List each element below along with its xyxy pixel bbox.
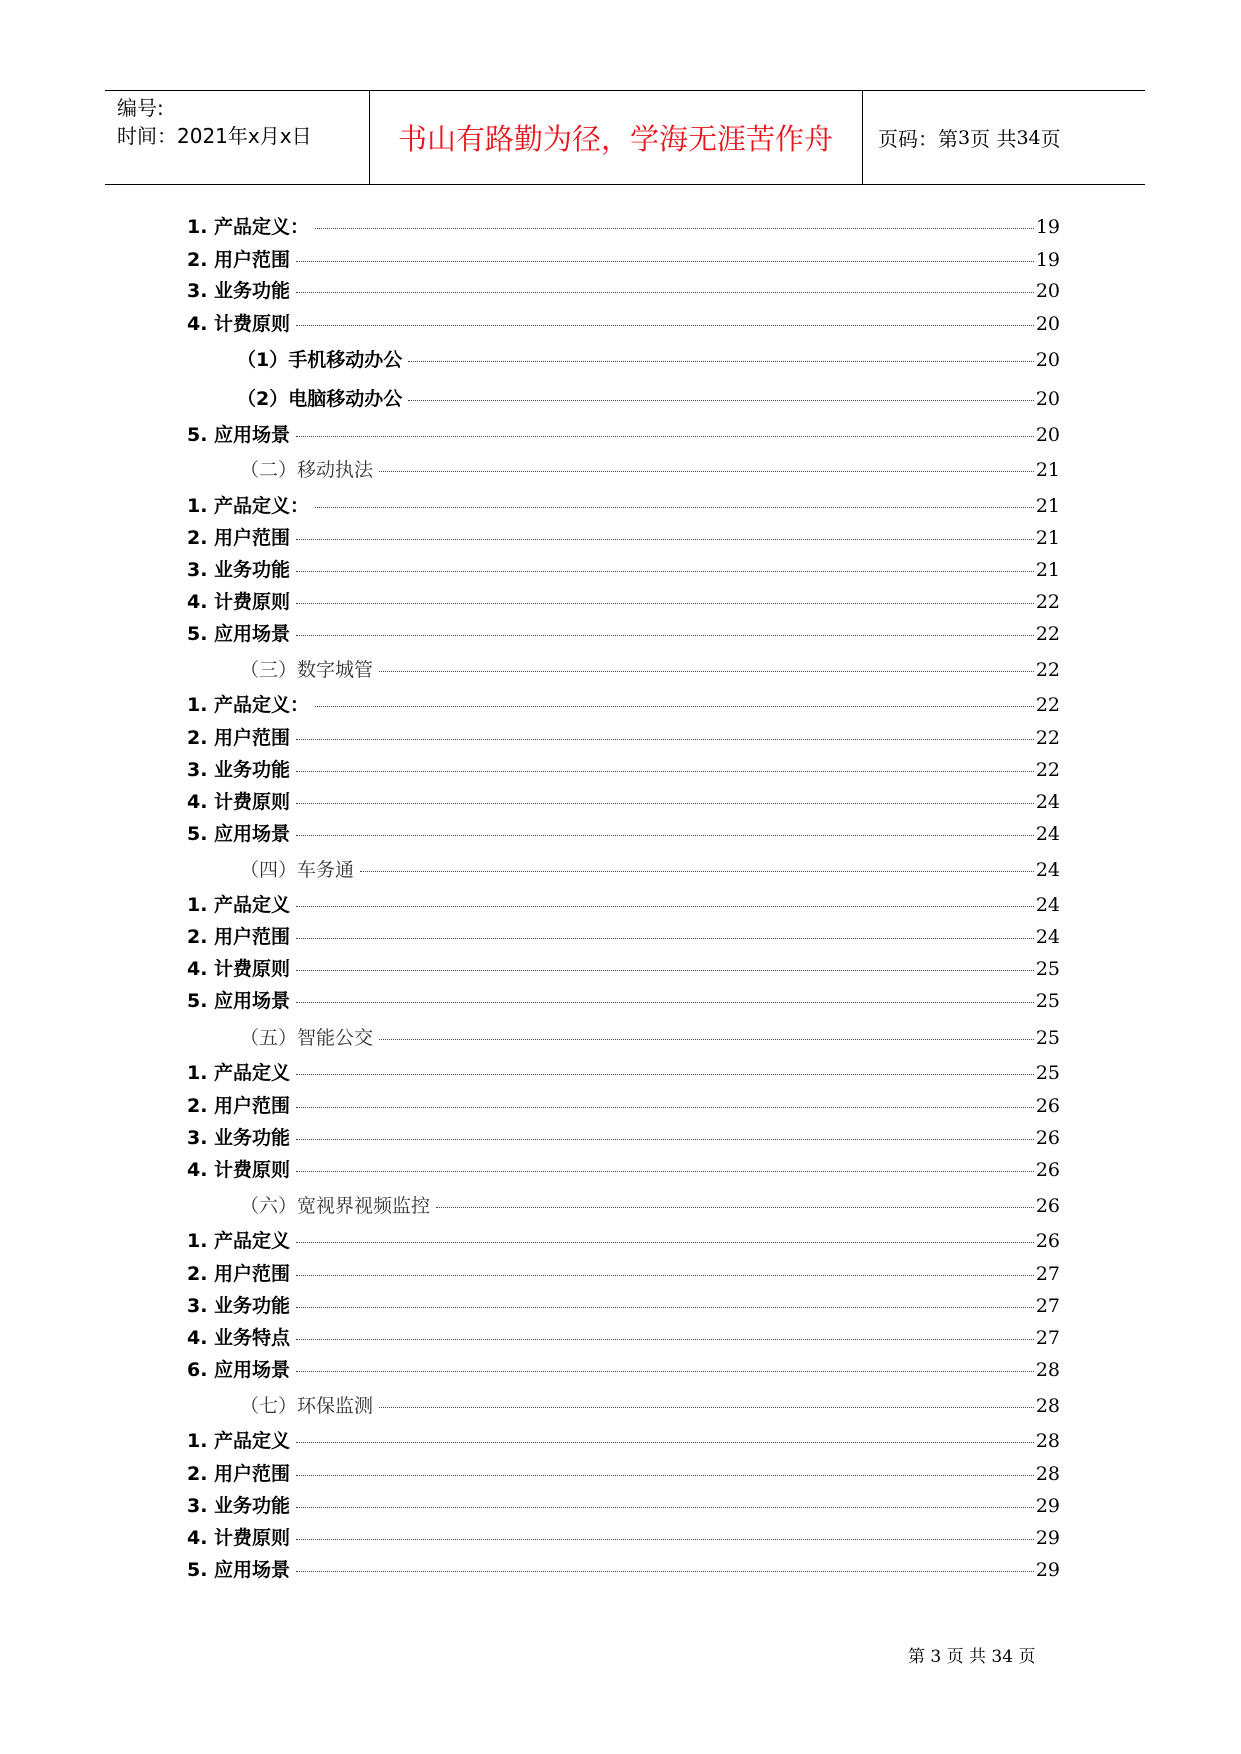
toc-entry[interactable]	[187, 787, 1060, 817]
page-footer: 第 3 页 共 34 页	[908, 1647, 1036, 1667]
toc-leader-dots	[296, 1002, 1034, 1003]
toc-entry[interactable]	[187, 922, 1060, 952]
toc-entry-page: 20	[1035, 313, 1060, 335]
toc-entry-page: 28	[1035, 1463, 1060, 1485]
page-suffix: 页	[1040, 127, 1061, 151]
toc-entry-label: 1. 产品定义	[187, 1230, 291, 1252]
toc-leader-dots	[296, 1107, 1034, 1108]
toc-entry[interactable]	[240, 1023, 1060, 1053]
toc-entry-label: 1. 产品定义：	[187, 495, 310, 517]
toc-entry-label: 2. 用户范围	[187, 1463, 291, 1485]
toc-entry-page: 20	[1035, 388, 1060, 410]
toc-entry-label: 3. 业务功能	[187, 559, 291, 581]
toc-leader-dots	[296, 571, 1034, 572]
toc-entry-page: 28	[1035, 1395, 1060, 1417]
toc-entry-label: 5. 应用场景	[187, 424, 291, 446]
toc-entry-label: 1. 产品定义	[187, 1062, 291, 1084]
toc-entry[interactable]	[187, 309, 1060, 339]
toc-entry-page: 27	[1035, 1327, 1060, 1349]
toc-entry-page: 19	[1035, 249, 1060, 271]
toc-entry[interactable]	[187, 1091, 1060, 1121]
toc-entry[interactable]	[187, 245, 1060, 275]
toc-leader-dots	[408, 400, 1034, 401]
toc-leader-dots	[379, 1407, 1034, 1408]
toc-entry[interactable]	[240, 655, 1060, 685]
toc-leader-dots	[296, 835, 1034, 836]
toc-entry-label: 4. 计费原则	[187, 591, 291, 613]
toc-leader-dots	[296, 1371, 1034, 1372]
toc-entry-label: 3. 业务功能	[187, 280, 291, 302]
toc-entry[interactable]	[187, 1555, 1060, 1585]
toc-entry-page: 19	[1035, 216, 1060, 238]
toc-entry-label: 2. 用户范围	[187, 1263, 291, 1285]
toc-entry[interactable]	[240, 1391, 1060, 1421]
toc-entry-page: 22	[1035, 759, 1060, 781]
document-number-label: 编号:	[117, 96, 164, 120]
toc-entry[interactable]	[187, 1491, 1060, 1521]
toc-entry-page: 20	[1035, 349, 1060, 371]
toc-entry-page: 21	[1035, 527, 1060, 549]
toc-leader-dots	[296, 292, 1034, 293]
toc-entry-label: （二）移动执法	[240, 459, 374, 481]
toc-entry[interactable]	[187, 986, 1060, 1016]
toc-leader-dots	[296, 970, 1034, 971]
toc-entry-page: 26	[1035, 1127, 1060, 1149]
toc-entry-page: 21	[1035, 495, 1060, 517]
toc-entry[interactable]	[187, 819, 1060, 849]
toc-leader-dots	[296, 635, 1034, 636]
toc-leader-dots	[408, 361, 1034, 362]
toc-entry[interactable]	[187, 1323, 1060, 1353]
toc-leader-dots	[315, 507, 1034, 508]
toc-entry[interactable]	[187, 890, 1060, 920]
document-time-label: 时间：2021年x月x日	[117, 124, 312, 148]
toc-entry-page: 20	[1035, 280, 1060, 302]
page-header	[105, 90, 1145, 185]
toc-entry-page: 22	[1035, 623, 1060, 645]
page-total: 34	[1016, 126, 1041, 149]
toc-entry-label: 3. 业务功能	[187, 1127, 291, 1149]
toc-leader-dots	[296, 906, 1034, 907]
toc-leader-dots	[296, 1171, 1034, 1172]
toc-entry-page: 22	[1035, 591, 1060, 613]
toc-entry[interactable]	[237, 345, 1060, 375]
toc-entry[interactable]	[187, 555, 1060, 585]
toc-leader-dots	[296, 739, 1034, 740]
toc-entry[interactable]	[187, 1226, 1060, 1256]
toc-leader-dots	[296, 1507, 1034, 1508]
toc-entry-page: 29	[1035, 1559, 1060, 1581]
toc-entry[interactable]	[187, 491, 1060, 521]
toc-entry-label: 4. 计费原则	[187, 958, 291, 980]
toc-entry-page: 29	[1035, 1527, 1060, 1549]
toc-entry[interactable]	[187, 954, 1060, 984]
toc-leader-dots	[296, 325, 1034, 326]
toc-entry[interactable]	[187, 619, 1060, 649]
toc-entry-page: 25	[1035, 958, 1060, 980]
toc-entry-label: 2. 用户范围	[187, 727, 291, 749]
toc-leader-dots	[296, 539, 1034, 540]
toc-leader-dots	[296, 1139, 1034, 1140]
toc-entry-label: 3. 业务功能	[187, 759, 291, 781]
toc-entry-page: 21	[1035, 459, 1060, 481]
toc-entry[interactable]	[240, 455, 1060, 485]
toc-entry-page: 25	[1035, 1062, 1060, 1084]
toc-entry-page: 28	[1035, 1430, 1060, 1452]
toc-entry[interactable]	[187, 1291, 1060, 1321]
toc-entry-label: 2. 用户范围	[187, 249, 291, 271]
toc-entry[interactable]	[187, 212, 1060, 242]
toc-entry-page: 24	[1035, 926, 1060, 948]
toc-entry-label: （七）环保监测	[240, 1395, 374, 1417]
toc-entry-page: 24	[1035, 859, 1060, 881]
toc-entry[interactable]	[240, 855, 1060, 885]
toc-leader-dots	[379, 471, 1034, 472]
toc-entry[interactable]	[187, 1123, 1060, 1153]
toc-entry-page: 25	[1035, 990, 1060, 1012]
toc-leader-dots	[296, 1242, 1034, 1243]
toc-entry-label: 4. 计费原则	[187, 791, 291, 813]
toc-leader-dots	[296, 603, 1034, 604]
header-meta	[117, 94, 312, 150]
toc-entry-label: 5. 应用场景	[187, 823, 291, 845]
toc-leader-dots	[296, 803, 1034, 804]
toc-entry[interactable]	[187, 1355, 1060, 1385]
toc-entry-label: 1. 产品定义	[187, 894, 291, 916]
toc-entry-label: 3. 业务功能	[187, 1295, 291, 1317]
toc-entry-label: （1）手机移动办公	[237, 349, 403, 371]
toc-entry-label: （三）数字城管	[240, 659, 374, 681]
toc-entry[interactable]	[187, 690, 1060, 720]
toc-entry-label: （四）车务通	[240, 859, 355, 881]
toc-leader-dots	[315, 706, 1034, 707]
toc-entry-page: 24	[1035, 791, 1060, 813]
toc-entry[interactable]	[240, 1191, 1060, 1221]
toc-entry[interactable]	[187, 1259, 1060, 1289]
toc-entry[interactable]	[187, 723, 1060, 753]
toc-entry[interactable]	[187, 1459, 1060, 1489]
toc-entry-page: 22	[1035, 694, 1060, 716]
toc-leader-dots	[296, 1074, 1034, 1075]
toc-entry[interactable]	[187, 755, 1060, 785]
toc-leader-dots	[296, 1475, 1034, 1476]
toc-entry-page: 21	[1035, 559, 1060, 581]
toc-entry-label: 4. 计费原则	[187, 313, 291, 335]
page-prefix: 页码：第	[878, 127, 958, 151]
toc-entry-label: 2. 用户范围	[187, 926, 291, 948]
toc-leader-dots	[296, 261, 1034, 262]
toc-leader-dots	[296, 1571, 1034, 1572]
toc-entry-label: 4. 业务特点	[187, 1327, 291, 1349]
toc-entry-label: 1. 产品定义：	[187, 694, 310, 716]
toc-entry[interactable]	[187, 1058, 1060, 1088]
toc-entry-page: 26	[1035, 1195, 1060, 1217]
toc-entry-label: （六）宽视界视频监控	[240, 1195, 431, 1217]
toc-entry[interactable]	[187, 587, 1060, 617]
toc-entry-label: 2. 用户范围	[187, 527, 291, 549]
toc-entry-page: 27	[1035, 1263, 1060, 1285]
toc-entry-page: 24	[1035, 823, 1060, 845]
toc-entry-page: 26	[1035, 1159, 1060, 1181]
toc-entry[interactable]	[187, 523, 1060, 553]
toc-leader-dots	[296, 1307, 1034, 1308]
toc-leader-dots	[296, 938, 1034, 939]
toc-entry-label: （五）智能公交	[240, 1027, 374, 1049]
toc-leader-dots	[296, 1339, 1034, 1340]
toc-entry-page: 22	[1035, 727, 1060, 749]
toc-entry-page: 25	[1035, 1027, 1060, 1049]
toc-entry-label: 3. 业务功能	[187, 1495, 291, 1517]
toc-leader-dots	[296, 771, 1034, 772]
toc-leader-dots	[315, 228, 1034, 229]
toc-entry-page: 28	[1035, 1359, 1060, 1381]
toc-entry-label: 6. 应用场景	[187, 1359, 291, 1381]
toc-leader-dots	[379, 671, 1034, 672]
toc-entry-label: 5. 应用场景	[187, 990, 291, 1012]
toc-entry[interactable]	[187, 1426, 1060, 1456]
toc-leader-dots	[296, 1275, 1034, 1276]
toc-entry[interactable]	[237, 384, 1060, 414]
toc-leader-dots	[296, 436, 1034, 437]
toc-entry-page: 22	[1035, 659, 1060, 681]
toc-entry-label: （2）电脑移动办公	[237, 388, 403, 410]
toc-entry-page: 27	[1035, 1295, 1060, 1317]
toc-leader-dots	[379, 1039, 1034, 1040]
toc-entry-page: 26	[1035, 1095, 1060, 1117]
toc-leader-dots	[360, 871, 1034, 872]
toc-entry-page: 26	[1035, 1230, 1060, 1252]
toc-entry[interactable]	[187, 1523, 1060, 1553]
toc-entry-label: 5. 应用场景	[187, 623, 291, 645]
toc-entry-label: 5. 应用场景	[187, 1559, 291, 1581]
toc-entry-page: 20	[1035, 424, 1060, 446]
toc-entry-label: 4. 计费原则	[187, 1527, 291, 1549]
toc-entry-label: 1. 产品定义	[187, 1430, 291, 1452]
toc-entry-label: 4. 计费原则	[187, 1159, 291, 1181]
toc-entry-label: 2. 用户范围	[187, 1095, 291, 1117]
toc-entry[interactable]	[187, 1155, 1060, 1185]
header-motto: 书山有路勤为径，学海无涯苦作舟	[397, 122, 833, 156]
header-page-indicator	[862, 91, 1145, 184]
toc-leader-dots	[436, 1207, 1034, 1208]
toc-entry[interactable]	[187, 420, 1060, 450]
toc-entry[interactable]	[187, 276, 1060, 306]
page-mid: 页 共	[970, 127, 1017, 151]
toc-leader-dots	[296, 1539, 1034, 1540]
page-current: 3	[958, 126, 971, 149]
toc-leader-dots	[296, 1442, 1034, 1443]
toc-entry-page: 29	[1035, 1495, 1060, 1517]
toc-entry-page: 24	[1035, 894, 1060, 916]
toc-entry-label: 1. 产品定义：	[187, 216, 310, 238]
